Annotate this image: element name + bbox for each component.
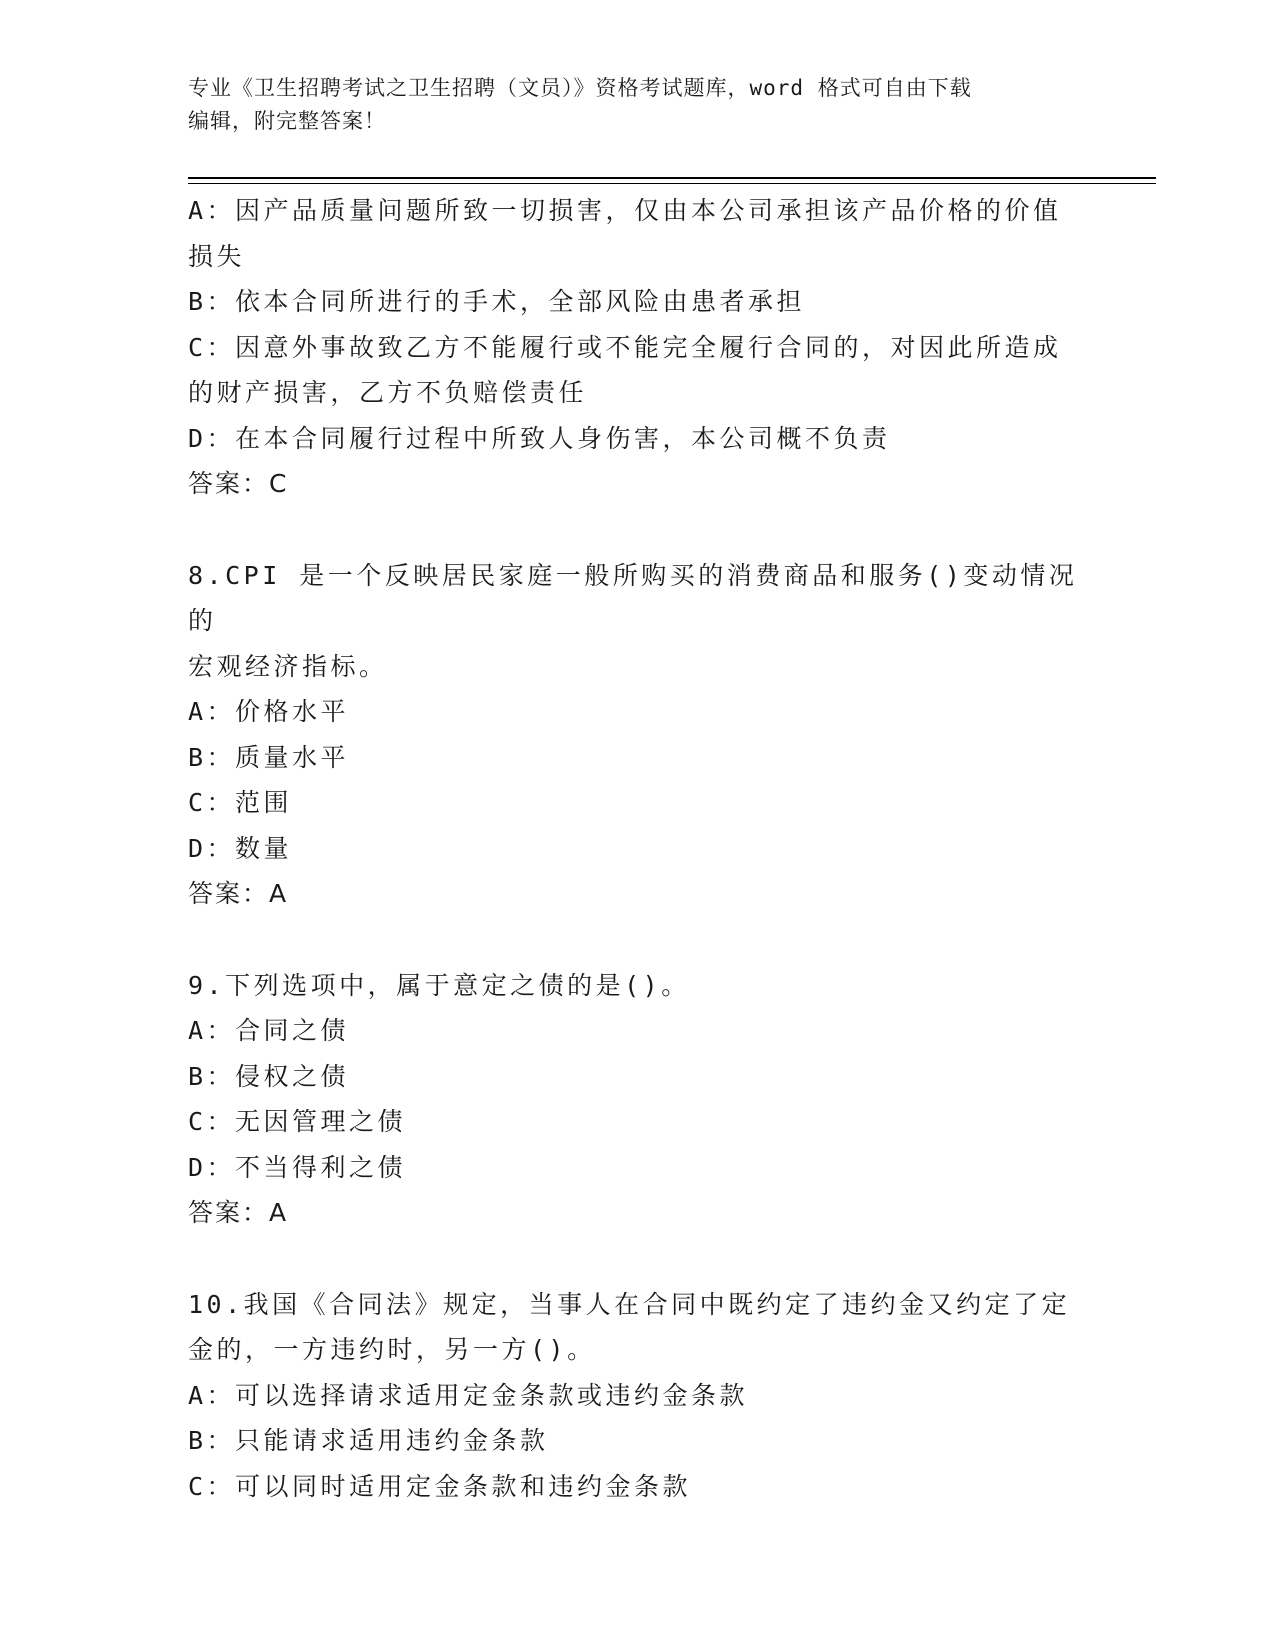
- question-text-line-2: 宏观经济指标。: [188, 651, 388, 681]
- header-rule-thin: [188, 183, 1156, 184]
- question-text-line-1: 8.CPI 是一个反映居民家庭一般所购买的消费商品和服务()变动情况的: [188, 560, 1078, 635]
- question-9: [188, 963, 1088, 1236]
- option-d: D：数量: [188, 833, 293, 863]
- option-c-line-1: C：因意外事故致乙方不能履行或不能完全履行合同的，对因此所造成: [188, 332, 1062, 362]
- spacer: [188, 507, 1088, 553]
- option-d: D：不当得利之债: [188, 1152, 407, 1182]
- header-line-1: 专业《卫生招聘考试之卫生招聘（文员）》资格考试题库，word 格式可自由下载: [188, 76, 972, 100]
- question-text-line-1: 9.下列选项中，属于意定之债的是()。: [188, 970, 690, 1000]
- option-b: B：质量水平: [188, 742, 350, 772]
- option-a: A：可以选择请求适用定金条款或违约金条款: [188, 1380, 749, 1410]
- option-c-line-2: 的财产损害，乙方不负赔偿责任: [188, 378, 588, 407]
- header-rule-thick: [188, 177, 1156, 179]
- option-a-line-1: A：因产品质量问题所致一切损害，仅由本公司承担该产品价格的价值: [188, 196, 1062, 225]
- option-d: D：在本合同履行过程中所致人身伤害，本公司概不负责: [188, 423, 891, 453]
- option-b: B：侵权之债: [188, 1061, 350, 1091]
- spacer: [188, 917, 1088, 963]
- question-8: [188, 553, 1088, 917]
- document-content: [188, 188, 1088, 1509]
- question-text-line-1: 10.我国《合同法》规定，当事人在合同中既约定了违约金又约定了定: [188, 1289, 1071, 1319]
- question-text-line-2: 金的，一方违约时，另一方()。: [188, 1335, 596, 1364]
- option-a-line-2: 损失: [188, 241, 246, 271]
- header-line-2: 编辑，附完整答案！: [188, 109, 386, 133]
- option-c: C：无因管理之债: [188, 1107, 407, 1136]
- answer: 答案：C: [188, 469, 289, 498]
- document-header: [188, 72, 1088, 138]
- option-c: C：可以同时适用定金条款和违约金条款: [188, 1471, 692, 1501]
- answer: 答案：A: [188, 879, 289, 908]
- option-c: C：范围: [188, 788, 293, 817]
- option-a: A：价格水平: [188, 697, 350, 726]
- question-7: [188, 188, 1088, 507]
- spacer: [188, 1236, 1088, 1282]
- option-b: B：只能请求适用违约金条款: [188, 1426, 549, 1455]
- question-10: [188, 1282, 1088, 1510]
- option-b: B：依本合同所进行的手术，全部风险由患者承担: [188, 287, 806, 316]
- answer: 答案：A: [188, 1198, 289, 1227]
- option-a: A：合同之债: [188, 1016, 350, 1045]
